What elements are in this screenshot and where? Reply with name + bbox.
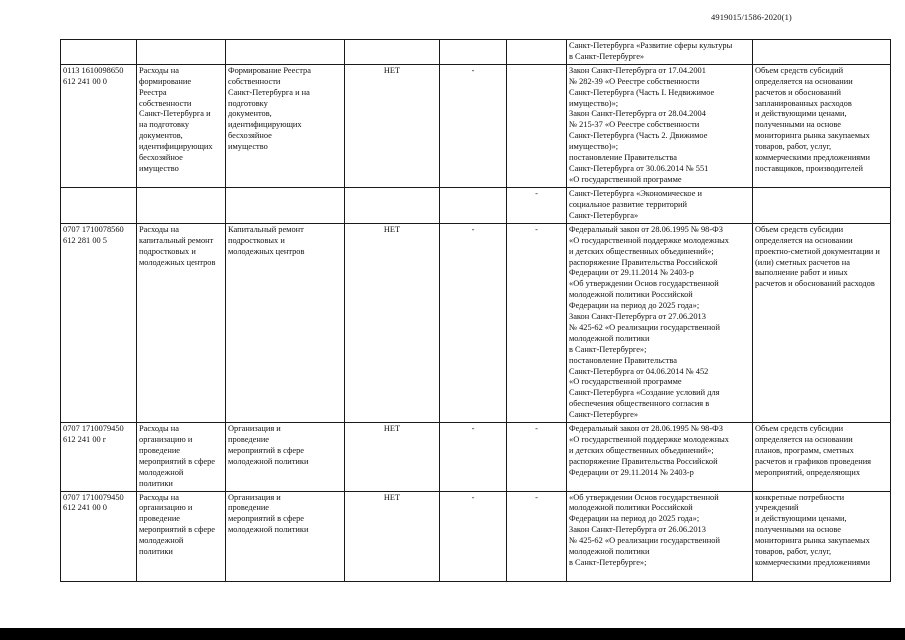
text-line: мероприятий в сфере	[139, 525, 216, 535]
value-cell-2	[507, 64, 567, 187]
value-cell-2	[507, 423, 567, 491]
calculation-method-cell	[753, 223, 891, 422]
purpose-cell	[226, 423, 345, 491]
document-id: 4919015/1586-2020(1)	[711, 12, 792, 22]
purpose-cell	[226, 491, 345, 581]
text-line: в Санкт-Петербурге»	[569, 51, 645, 61]
text-line: собственности	[139, 98, 192, 108]
expense-name-cell	[137, 223, 226, 422]
legal-basis-cell	[567, 64, 753, 187]
text-line: Санкт-Петербурга (Часть 2. Движимое	[569, 131, 708, 141]
text-line: Федерации от 29.11.2014 № 2403-р	[569, 467, 694, 477]
budget-code-cell	[61, 223, 137, 422]
text-line: молодежных центров	[228, 246, 305, 256]
text-line: Федерации на период до 2025 года»;	[569, 301, 700, 311]
text-line: политики	[139, 478, 173, 488]
text-line: имущество)»;	[569, 98, 619, 108]
cell-value: -	[471, 224, 475, 234]
text-line: в Санкт-Петербурге»;	[569, 557, 647, 567]
text-line: имущество	[228, 142, 268, 152]
budget-code-cell	[61, 187, 137, 223]
calculation-method-cell	[753, 187, 891, 223]
text-line: «О государственной программе	[569, 174, 682, 184]
cell-value: -	[471, 424, 475, 434]
table-row	[61, 40, 891, 65]
text-line: 0707 1710079450	[63, 424, 124, 434]
text-line: 612 241 00 0	[63, 76, 107, 86]
purpose-cell	[226, 187, 345, 223]
text-line: планов, программ, сметных	[755, 445, 854, 455]
text-line: Объем средств субсидий	[755, 65, 844, 75]
text-line: Санкт-Петербурге»	[569, 410, 639, 420]
text-line: Санкт-Петербурга от 30.06.2014 № 551	[569, 163, 709, 173]
expense-name-cell	[137, 187, 226, 223]
text-line: капитальный ремонт	[139, 235, 214, 245]
text-line: (или) сметных расчетов на	[755, 257, 850, 267]
text-line: Федеральный закон от 28.06.1995 № 98-ФЗ	[569, 424, 723, 434]
legal-basis-cell	[567, 40, 753, 65]
text-line: имущество	[139, 163, 179, 173]
text-line: конкретные потребности	[755, 492, 845, 502]
text-line: Расходы на	[139, 424, 179, 434]
text-line: и детских общественных объединений»;	[569, 445, 714, 455]
text-line: Санкт-Петербурга»	[569, 210, 639, 220]
text-line: Объем средств субсидии	[755, 224, 844, 234]
text-line: идентифицирующих	[139, 142, 213, 152]
text-line: имущество)»;	[569, 142, 619, 152]
text-line: на подготовку	[139, 120, 190, 130]
value-cell-1	[440, 64, 507, 187]
text-line: политики	[139, 547, 173, 557]
text-line: молодежной политики	[228, 456, 309, 466]
text-line: 612 281 00 5	[63, 235, 107, 245]
table-body	[61, 40, 891, 582]
text-line: подростковых и	[139, 246, 196, 256]
text-line: полученными на основе	[755, 120, 842, 130]
text-line: и действующими ценами,	[755, 514, 847, 524]
budget-code-cell	[61, 40, 137, 65]
value-cell-1	[440, 491, 507, 581]
text-line: «О государственной поддержке молодежных	[569, 235, 729, 245]
text-line: выполнение работ и иных	[755, 268, 848, 278]
value-cell-1	[440, 223, 507, 422]
text-line: мониторинга рынка закупаемых	[755, 131, 870, 141]
text-line: проектно-сметной документации и	[755, 246, 880, 256]
scan-edge-bar	[0, 628, 905, 640]
text-line: организацию и	[139, 503, 193, 513]
text-line: молодежной политики	[569, 333, 650, 343]
text-line: 612 241 00 г	[63, 435, 107, 444]
purpose-cell	[226, 40, 345, 65]
text-line: Закон Санкт-Петербурга от 27.06.2013	[569, 312, 706, 322]
text-line: Федерации от 29.11.2014 № 2403-р	[569, 268, 694, 278]
text-line: Закон Санкт-Петербурга от 28.04.2004	[569, 109, 706, 119]
subsidy-table	[60, 39, 891, 582]
text-line: мероприятий в сфере	[228, 514, 305, 524]
legal-basis-cell	[567, 223, 753, 422]
cell-value: -	[535, 424, 538, 434]
value-cell-1	[440, 187, 507, 223]
text-line: Закон Санкт-Петербурга от 17.04.2001	[569, 65, 706, 75]
text-line: «Об утверждении Основ государственной	[569, 279, 719, 289]
cell-value: -	[471, 65, 475, 75]
flag-cell	[345, 491, 440, 581]
cell-value: НЕТ	[383, 224, 401, 234]
text-line: «Об утверждении Основ государственной	[569, 492, 719, 502]
calculation-method-cell	[753, 64, 891, 187]
text-line: Санкт-Петербурга (Часть I. Недвижимое	[569, 87, 715, 97]
text-line: 0707 1710078560	[63, 224, 124, 234]
text-line: бесхозяйное	[139, 153, 183, 163]
text-line: молодежной	[139, 467, 184, 477]
cell-value: -	[471, 492, 475, 502]
text-line: бесхозяйное	[228, 131, 272, 141]
text-line: Санкт-Петербурга и	[139, 109, 211, 119]
budget-code-cell	[61, 64, 137, 187]
text-line: молодежных центров	[139, 257, 216, 267]
text-line: 0113 1610098650	[63, 65, 124, 75]
cell-value: -	[535, 492, 538, 502]
text-line: № 425-62 «О реализации государственной	[569, 322, 720, 332]
text-line: расчетов и обоснований расходов	[755, 279, 875, 289]
text-line: № 282-39 «О Реестре собственности	[569, 76, 700, 86]
table-row	[61, 64, 891, 187]
text-line: 0707 1710079450	[63, 492, 124, 502]
cell-value: НЕТ	[383, 65, 401, 75]
text-line: товаров, работ, услуг,	[755, 547, 832, 557]
text-line: мероприятий в сфере	[139, 456, 216, 466]
flag-cell	[345, 187, 440, 223]
flag-cell	[345, 40, 440, 65]
text-line: учреждений	[755, 503, 799, 513]
text-line: проведение	[139, 445, 181, 455]
text-line: «О государственной программе	[569, 377, 682, 387]
calculation-method-cell	[753, 40, 891, 65]
text-line: молодежной политики	[228, 525, 309, 535]
table-row	[61, 491, 891, 581]
text-line: формирование	[139, 76, 192, 86]
text-line: Санкт-Петербурга от 04.06.2014 № 452	[569, 366, 709, 376]
text-line: № 425-62 «О реализации государственной	[569, 536, 720, 546]
text-line: молодежной политики Российской	[569, 503, 693, 513]
legal-basis-cell	[567, 491, 753, 581]
text-line: Организация и	[228, 424, 281, 434]
calculation-method-cell	[753, 491, 891, 581]
expense-name-cell	[137, 491, 226, 581]
text-line: документов,	[139, 131, 183, 141]
text-line: проведение	[228, 503, 270, 513]
text-line: мероприятий в сфере	[228, 445, 305, 455]
flag-cell	[345, 64, 440, 187]
text-line: расчетов и обоснований	[755, 87, 841, 97]
text-line: молодежной политики	[569, 547, 650, 557]
text-line: организацию и	[139, 435, 193, 444]
cell-value: -	[535, 224, 538, 234]
text-line: полученными на основе	[755, 525, 842, 535]
cell-value: НЕТ	[383, 492, 401, 502]
text-line: и детских общественных объединений»;	[569, 246, 714, 256]
text-line: Расходы на	[139, 224, 179, 234]
value-cell-1	[440, 40, 507, 65]
text-line: запланированных расходов	[755, 98, 852, 108]
table-row	[61, 187, 891, 223]
text-line: собственности	[228, 76, 281, 86]
calculation-method-cell	[753, 423, 891, 491]
text-line: определяется на основании	[755, 435, 853, 444]
text-line: Санкт-Петербурга и на	[228, 87, 310, 97]
budget-code-cell	[61, 491, 137, 581]
text-line: распоряжение Правительства Российской	[569, 456, 718, 466]
text-line: Формирование Реестра	[228, 65, 311, 75]
text-line: подготовку	[228, 98, 268, 108]
text-line: определяется на основании	[755, 235, 853, 245]
text-line: Реестра	[139, 87, 167, 97]
text-line: «О государственной поддержке молодежных	[569, 435, 729, 444]
purpose-cell	[226, 223, 345, 422]
text-line: документов,	[228, 109, 272, 119]
text-line: и действующими ценами,	[755, 109, 847, 119]
flag-cell	[345, 223, 440, 422]
value-cell-2	[507, 223, 567, 422]
text-line: социальное развитие территорий	[569, 199, 687, 209]
text-line: постановление Правительства	[569, 355, 677, 365]
text-line: расчетов и графиков проведения	[755, 456, 872, 466]
expense-name-cell	[137, 423, 226, 491]
text-line: Организация и	[228, 492, 281, 502]
table-row	[61, 223, 891, 422]
purpose-cell	[226, 64, 345, 187]
text-line: Санкт-Петербурга «Развитие сферы культуры	[569, 41, 733, 50]
text-line: Капитальный ремонт	[228, 224, 304, 234]
text-line: поставщиков, производителей	[755, 163, 863, 173]
text-line: Федеральный закон от 28.06.1995 № 98-ФЗ	[569, 224, 723, 234]
text-line: Объем средств субсидии	[755, 424, 844, 434]
flag-cell	[345, 423, 440, 491]
text-line: подростковых и	[228, 235, 285, 245]
text-line: проведение	[139, 514, 181, 524]
text-line: идентифицирующих	[228, 120, 302, 130]
text-line: Санкт-Петербурга «Экономическое и	[569, 188, 703, 198]
legal-basis-cell	[567, 423, 753, 491]
expense-name-cell	[137, 40, 226, 65]
budget-code-cell	[61, 423, 137, 491]
text-line: Федерации на период до 2025 года»;	[569, 514, 700, 524]
text-line: проведение	[228, 435, 270, 444]
text-line: в Санкт-Петербурге»;	[569, 344, 647, 354]
text-line: молодежной политики Российской	[569, 290, 693, 300]
text-line: определяется на основании	[755, 76, 853, 86]
expense-name-cell	[137, 64, 226, 187]
text-line: Закон Санкт-Петербурга от 26.06.2013	[569, 525, 706, 535]
table-row	[61, 423, 891, 491]
cell-value: НЕТ	[383, 424, 401, 434]
text-line: мониторинга рынка закупаемых	[755, 536, 870, 546]
text-line: коммерческими предложениями	[755, 153, 870, 163]
text-line: мероприятий, определяющих	[755, 467, 861, 477]
text-line: 612 241 00 0	[63, 503, 107, 513]
text-line: Расходы на	[139, 65, 179, 75]
cell-value: -	[535, 188, 538, 198]
text-line: № 215-37 «О Реестре собственности	[569, 120, 700, 130]
text-line: постановление Правительства	[569, 153, 677, 163]
text-line: Расходы на	[139, 492, 179, 502]
text-line: товаров, работ, услуг,	[755, 142, 832, 152]
text-line: молодежной	[139, 536, 184, 546]
value-cell-2	[507, 491, 567, 581]
value-cell-2	[507, 40, 567, 65]
text-line: обеспечения общественного согласия в	[569, 399, 710, 409]
text-line: Санкт-Петербурга «Создание условий для	[569, 388, 720, 398]
value-cell-2	[507, 187, 567, 223]
text-line: коммерческими предложениями	[755, 557, 870, 567]
text-line: распоряжение Правительства Российской	[569, 257, 718, 267]
legal-basis-cell	[567, 187, 753, 223]
value-cell-1	[440, 423, 507, 491]
